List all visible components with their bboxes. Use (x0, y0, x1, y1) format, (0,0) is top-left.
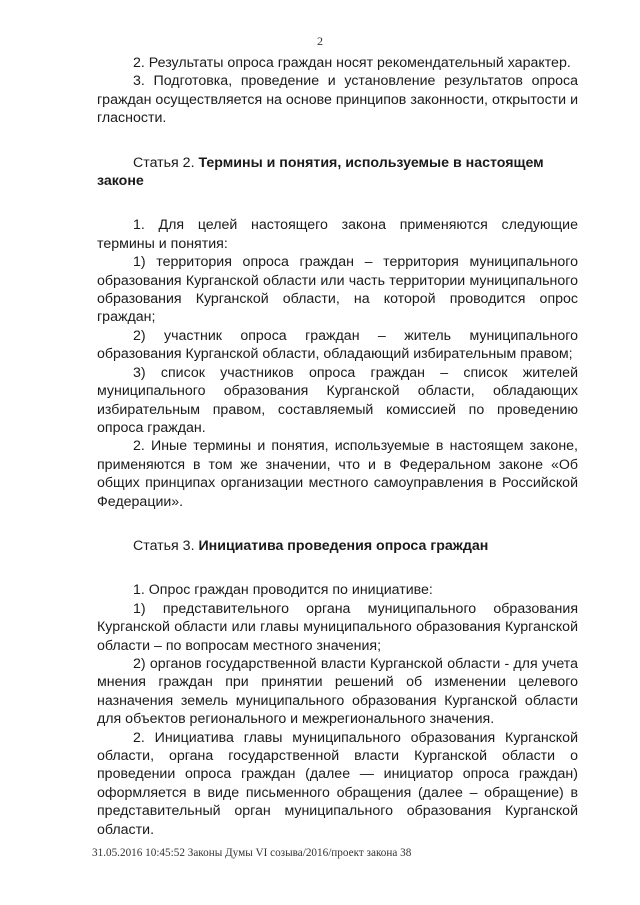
article-2-prefix: Статья 2. (133, 154, 199, 171)
paragraph: 3. Подготовка, проведение и установление результатов опроса граждан осуществляется на основе принципов законности, открытости и гласности. (97, 73, 578, 127)
paragraph: 1. Опрос граждан проводится по инициативе: (133, 582, 433, 599)
paragraph: 2. Иные термины и понятия, используемые в настоящем законе, применяются в том же значении, что и в Федеральном законе «Об общих принципах организации местного самоуправления в Российской Федерации». (97, 438, 578, 510)
paragraph: 2. Инициатива главы муниципального образования Курганской области, органа государственной власти Курганской области о проведении опроса граждан (далее — инициатор опроса граждан) оформляется в виде письменного обращения (далее – обращение) в представительный орган муниципального образования Курганской области. (97, 729, 578, 838)
document-body (97, 54, 578, 839)
page-number: 2 (317, 34, 323, 48)
paragraph: 1) представительного органа муниципального образования Курганской области или главы муниципального образования Курганской области – по вопросам местного значения; (97, 600, 578, 654)
article-3-prefix: Статья 3. (133, 537, 199, 554)
article-2-heading (97, 154, 578, 191)
document-footer: 31.05.2016 10:45:52 Законы Думы VI созыва/2016/проект закона 38 (92, 847, 412, 859)
paragraph: 2) органов государственной власти Курганской области - для учета мнения граждан при принятии решений об изменении целевого назначения земель муниципального образования Курганской области для объектов регионального и межрегионального значения. (97, 655, 578, 728)
paragraph: 1) территория опроса граждан – территория муниципального образования Курганской области или часть территории муниципального образования Курганской области, на которой проводится опрос граждан; (97, 254, 578, 326)
article-3-heading (97, 537, 578, 555)
paragraph: 3) список участников опроса граждан – список жителей муниципального образования Курганской области, обладающих избирательным правом, составляемый комиссией по проведению опроса граждан. (97, 364, 578, 436)
paragraph: 2. Результаты опроса граждан носят рекомендательный характер. (133, 55, 571, 71)
paragraph: 2) участник опроса граждан – житель муниципального образования Курганской области, обладающий избирательным правом; (97, 327, 578, 363)
paragraph: 1. Для целей настоящего закона применяются следующие термины и понятия: (97, 217, 578, 252)
article-2-title: Термины и понятия, используемые в настоящем законе (97, 154, 544, 190)
article-3-title: Инициатива проведения опроса граждан (198, 537, 489, 554)
